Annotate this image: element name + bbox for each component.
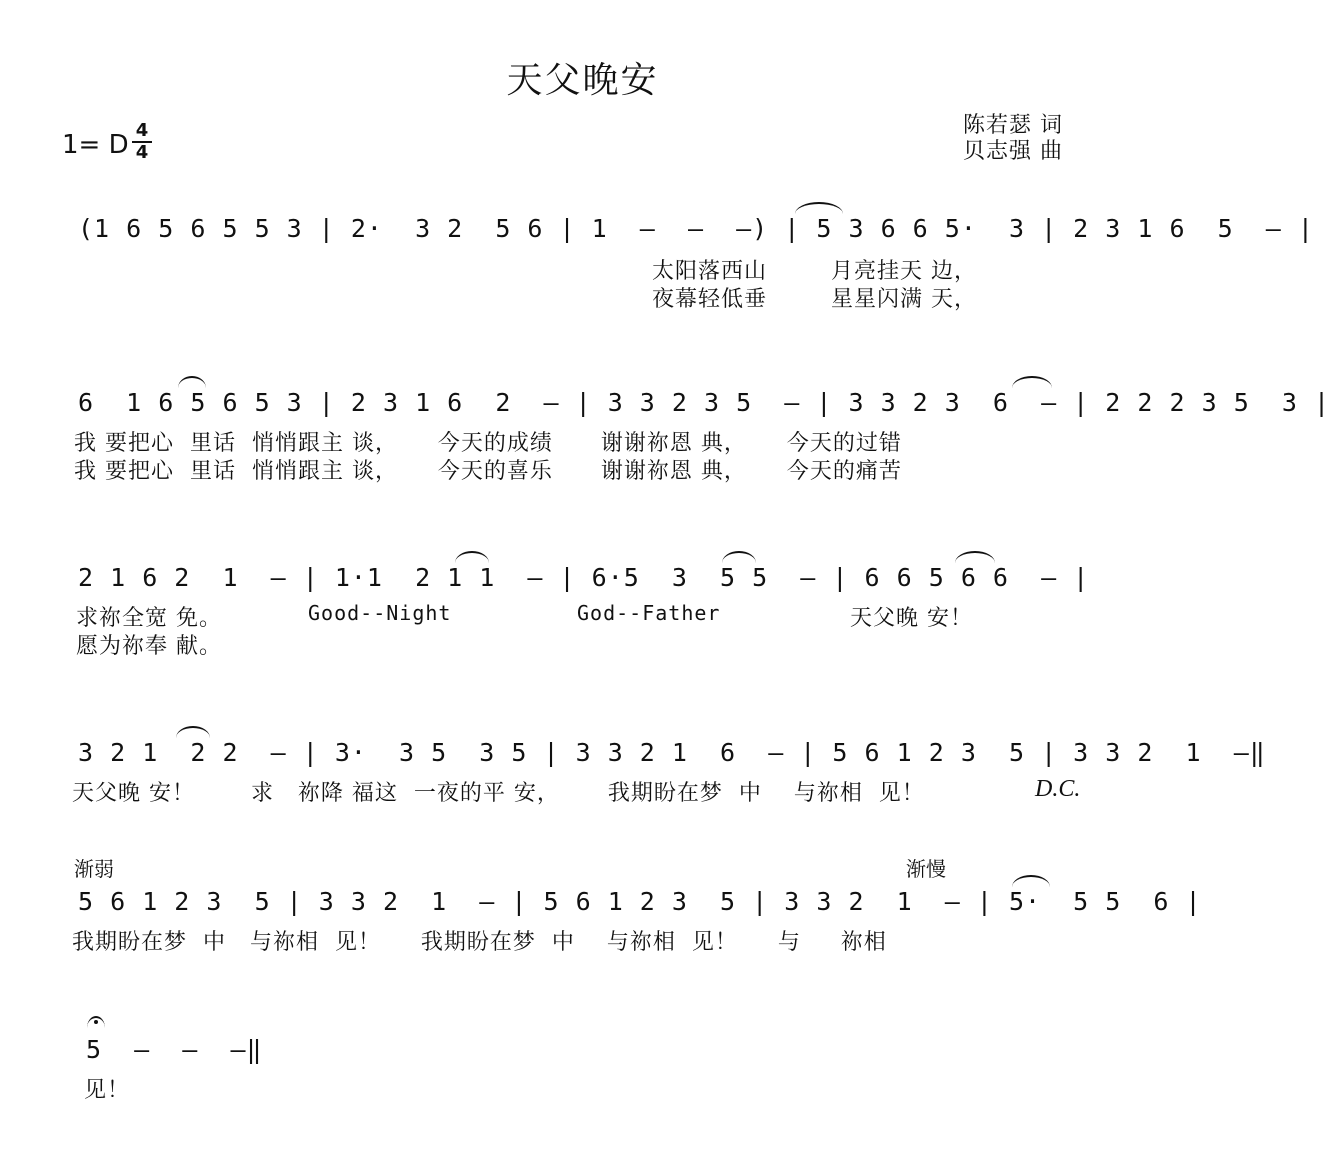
notation-line: 2 1 6 2 1 – | 1·1 2 1 1 – | 6·5 3 5 5 – | 6 6 5 6 6 – | — [78, 563, 1090, 592]
lyric-verse-2: 夜幕轻低垂 星星闪满 天， — [652, 287, 977, 312]
lyric-line: 见！ — [84, 1078, 131, 1103]
lyric-verse-2: 愿为祢奉 献。 — [76, 634, 222, 659]
composer-credit: 贝志强 曲 — [963, 139, 1063, 164]
lyric-line: 我期盼在梦 中 与祢相 见！ 我期盼在梦 中 与祢相 见！ 与 祢相 — [72, 930, 887, 955]
notation-line: 5 – – –‖ — [86, 1035, 263, 1064]
notation-line: 3 2 1 2 2 – | 3· 3 5 3 5 | 3 3 2 1 6 – | 5 6 1 2 3 5 | 3 3 2 1 –‖ — [78, 738, 1266, 767]
lyric-verse-2: 我 要把心 里话 悄悄跟主 谈， 今天的喜乐 谢谢祢恩 典， 今天的痛苦 — [74, 459, 902, 484]
lyric-good-night: Good--Night — [308, 601, 452, 625]
time-signature-top: 4 — [135, 120, 149, 141]
lyricist-credit: 陈若瑟 词 — [963, 113, 1063, 138]
lyric-tianfu-wanan: 天父晚 安！ — [850, 606, 973, 631]
ritardando-mark: 渐慢 — [906, 857, 946, 881]
lyric-line: 天父晚 安！ 求 祢降 福这 一夜的平 安， 我期盼在梦 中 与祢相 见！ — [72, 781, 925, 806]
diminuendo-mark: 渐弱 — [74, 857, 114, 881]
key-signature: 1= D — [62, 130, 129, 160]
time-signature — [132, 122, 152, 162]
lyric-verse-1: 求祢全宽 免。 — [76, 606, 222, 631]
lyric-verse-1: 我 要把心 里话 悄悄跟主 谈， 今天的成绩 谢谢祢恩 典， 今天的过错 — [74, 431, 902, 456]
lyric-god-father: God--Father — [577, 601, 721, 625]
time-signature-bottom: 4 — [135, 142, 149, 163]
lyric-verse-1: 太阳落西山 月亮挂天 边， — [652, 259, 977, 284]
da-capo-mark: D.C. — [1035, 776, 1081, 802]
song-title: 天父晚安 — [506, 60, 659, 101]
notation-line: 5 6 1 2 3 5 | 3 3 2 1 – | 5 6 1 2 3 5 | 3 3 2 1 – | 5· 5 5 6 | — [78, 887, 1202, 916]
notation-line: 6 1 6 5 6 5 3 | 2 3 1 6 2 – | 3 3 2 3 5 – | 3 3 2 3 6 – | 2 2 2 3 5 3 | — [78, 388, 1330, 417]
fermata-icon — [87, 1016, 105, 1028]
notation-line: (1 6 5 6 5 5 3 | 2· 3 2 5 6 | 1 – – –) | 5 3 6 6 5· 3 | 2 3 1 6 5 – | — [78, 214, 1314, 243]
